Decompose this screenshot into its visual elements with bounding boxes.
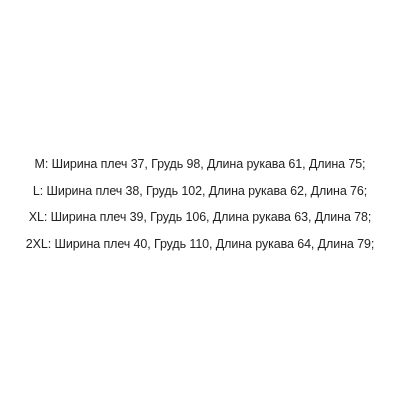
size-row-xl: XL: Ширина плеч 39, Грудь 106, Длина рукава 63, Длина 78; [28, 210, 372, 224]
size-row-m: M: Ширина плеч 37, Грудь 98, Длина рукава 61, Длина 75; [34, 157, 366, 171]
size-row-2xl: 2XL: Ширина плеч 40, Грудь 110, Длина рукава 64, Длина 79; [25, 236, 375, 251]
size-chart [0, 156, 400, 262]
size-row-l: L: Ширина плеч 38, Грудь 102, Длина рукава 62, Длина 76; [32, 183, 368, 198]
